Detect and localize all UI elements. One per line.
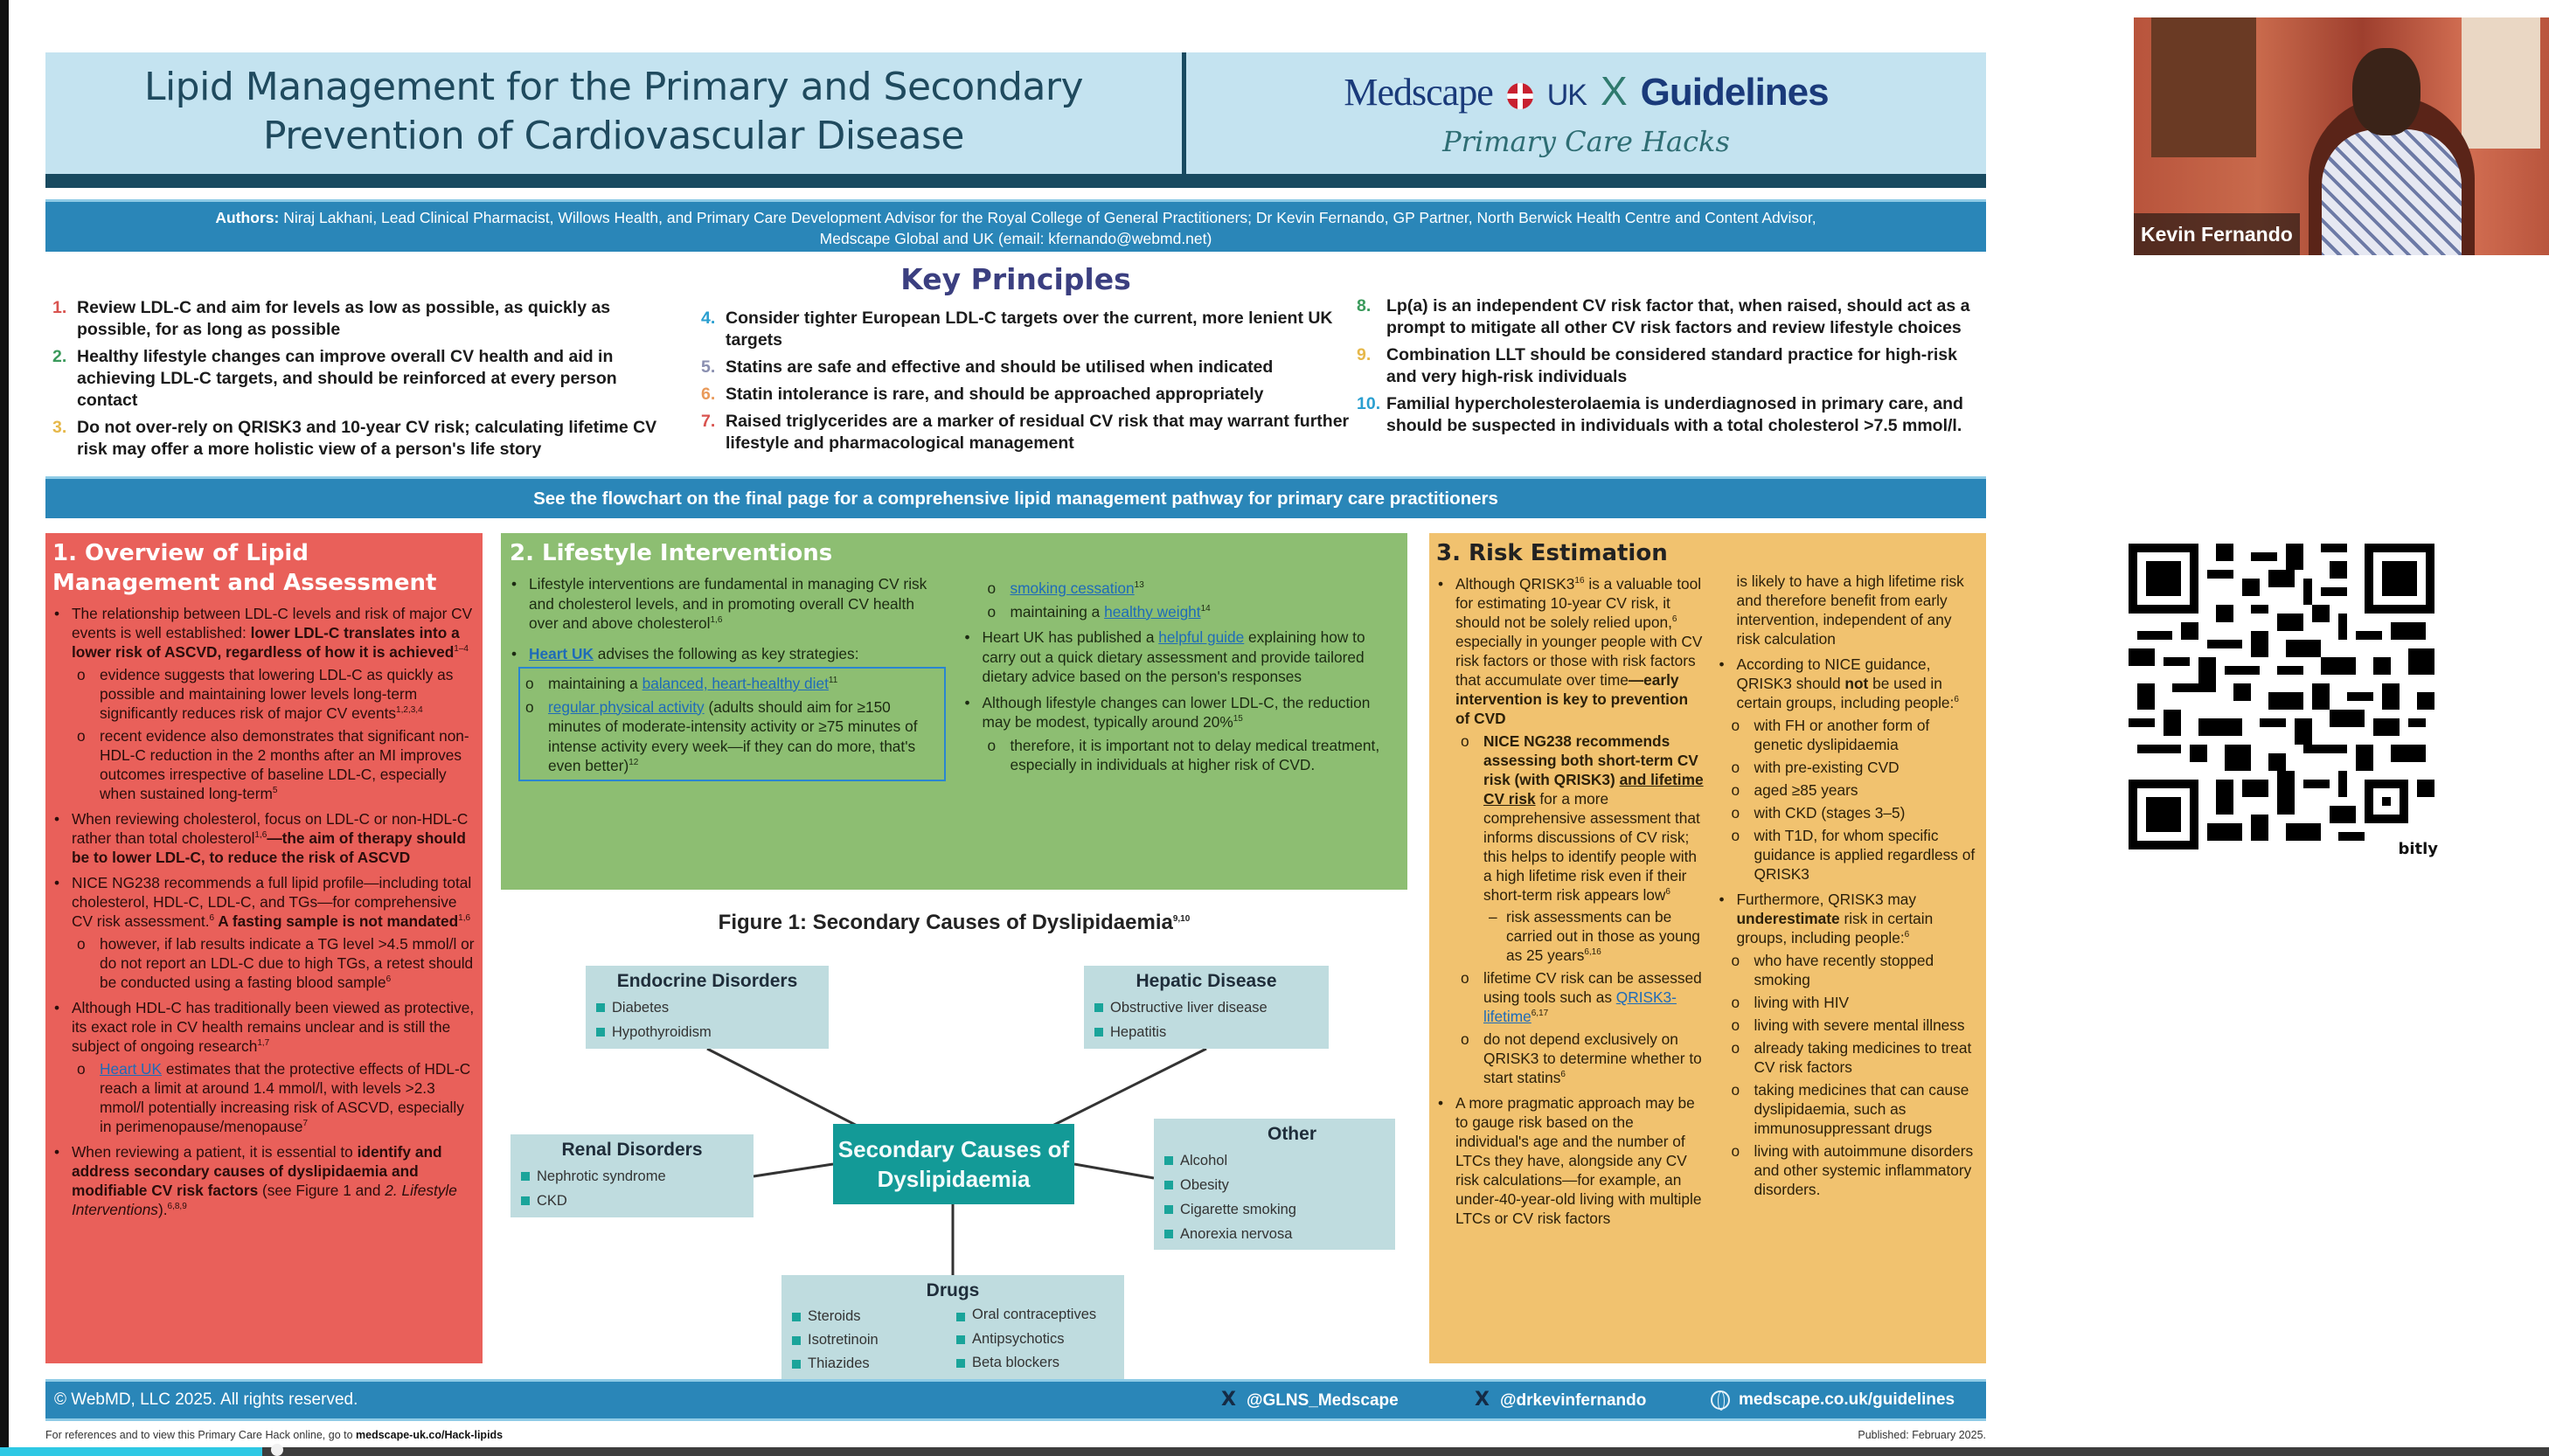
principle-item: 1. Review LDL-C and aim for levels as low as possible, as quickly as possible, for as long as possible (52, 298, 611, 339)
bullet: • NICE NG238 recommends a full lipid profile—including total cholesterol, HDL-C, LDL-C, and TGs—for comprehensive CV risk assessment.$^6$ A fasting sample is not mandated$^{1,6}$ (52, 873, 476, 931)
bullet: • Although lifestyle changes can lower LDL-C, the reduction may be modest, typically around 20%$^{15}$ (963, 693, 1400, 732)
sub-bullet: o with CKD (stages 3–5) (1726, 803, 1980, 822)
section-lifestyle-title: 2. Lifestyle Interventions (510, 540, 833, 566)
principle-item: 9. Combination LLT should be considered standard practice for high-risk and very high-risk individuals (1357, 345, 1957, 386)
sub-bullet: o aged ≥85 years (1726, 780, 1980, 800)
references-note: For references and to view this Primary Care Hack online, go to medscape-uk.co/Hack-lipids (45, 1429, 504, 1441)
principle-item: 7. Raised triglycerides are a marker of residual CV risk that may warrant further lifestyle and pharmacological management (701, 412, 1350, 453)
section-risk-estimation (1429, 533, 1986, 1363)
video-window (2462, 17, 2540, 149)
bullet: • According to NICE guidance, QRISK3 should not be used in certain groups, including people:$^6$ (1718, 655, 1980, 712)
sub-bullet: o regular physical activity (adults should aim for ≥150 minutes of moderate-intensity activity or ≥75 minutes of intense activity every week—if they can do more, that's even better)$^{12}$ (520, 697, 941, 776)
sub-bullet: o living with severe mental illness (1726, 1016, 1980, 1035)
left-window-edge (0, 0, 9, 1447)
poster-footer (45, 1379, 1986, 1421)
node-center-secondary-causes: Secondary Causes of Dyslipidaemia (833, 1124, 1074, 1204)
social-drkevinfernando[interactable]: X @drkevinfernando (1475, 1389, 1647, 1411)
sub-bullet: o therefore, it is important not to delay medical treatment, especially in individuals at higher risk of CVD. (983, 736, 1400, 775)
brand-subtitle: Primary Care Hacks (1442, 125, 1730, 158)
node-renal-disorders: Renal Disorders Nephrotic syndrome CKD (510, 1134, 754, 1217)
sub-bullet: o taking medicines that can cause dyslipidaemia, such as immunosuppressant drugs (1726, 1080, 1980, 1138)
key-principles-col-1 (52, 297, 682, 466)
flowchart-banner: See the flowchart on the final page for a comprehensive lipid management pathway for primary care practitioners (45, 476, 1986, 518)
references-link[interactable]: medscape-uk.co/Hack-lipids (356, 1429, 504, 1441)
sub-bullet: o however, if lab results indicate a TG level >4.5 mmol/l or do not report an LDL-C due to high TGs, a retest should be conducted using a fasting blood sample$^6$ (72, 934, 476, 992)
bullet: • Heart UK advises the following as key strategies: (510, 644, 946, 664)
sub-bullet: o with FH or another form of genetic dyslipidaemia (1726, 716, 1980, 754)
heart-uk-link[interactable]: Heart UK (100, 1060, 163, 1078)
figure-secondary-causes (501, 898, 1407, 1407)
guidelines-wordmark: Guidelines (1640, 71, 1829, 114)
principle-item: 2. Healthy lifestyle changes can improve overall CV health and aid in achieving LDL-C targets, and should be reinforced at every person contact (52, 347, 617, 410)
sub-bullet: o living with autoimmune disorders and other systemic inflammatory disorders. (1726, 1141, 1980, 1199)
key-principles-col-3 (1357, 295, 1986, 442)
heart-uk-link[interactable]: Heart UK (529, 644, 594, 662)
brand-logo: Medscape UK X Guidelines Primary Care Hacks (1186, 65, 1986, 162)
bullet: • When reviewing a patient, it is essential to identify and address secondary causes of dyslipidaemia and modifiable CV risk factors (see Figure 1 and 2. Lifestyle Interventions).$^{6,8,9}$ (52, 1142, 476, 1219)
sub-bullet: o recent evidence also demonstrates that significant non-HDL-C reduction in the 2 months after an MI improves outcomes irrespective of baseline LDL-C, especially when sustained long-term$^5$ (72, 726, 476, 803)
video-bookshelf (2151, 17, 2256, 157)
sub-bullet: o evidence suggests that lowering LDL-C as quickly as possible and maintaining lower levels long-term significantly reduces risk of major CV events$^{1,2,3,4}$ (72, 665, 476, 723)
bullet: • Lifestyle interventions are fundamental in managing CV risk and cholesterol levels, and in promoting overall CV health over and above cholesterol$^{1,6}$ (510, 574, 946, 634)
website-link[interactable]: medscape.co.uk/guidelines (1711, 1382, 1955, 1418)
header-bottom-bar (45, 174, 1986, 188)
playback-progress-bar[interactable] (0, 1447, 2549, 1456)
participant-video-tile[interactable] (2134, 17, 2549, 255)
sub-bullet: o do not depend exclusively on QRISK3 to determine whether to start statins$^6$ (1455, 1030, 1705, 1087)
sub-bullet: o lifetime CV risk can be assessed using tools such as QRISK3-lifetime$^{6,17}$ (1455, 968, 1705, 1026)
medscape-wordmark: Medscape (1344, 71, 1493, 114)
sub-bullet: o living with HIV (1726, 993, 1980, 1012)
physical-activity-link[interactable]: regular physical activity (548, 697, 705, 716)
sub-sub-bullet: – risk assessments can be carried out in those as young as 25 years$^{6,16}$ (1487, 907, 1705, 965)
video-person-body (2322, 129, 2462, 255)
sub-bullet: o NICE NG238 recommends assessing both short-term CV risk (with QRISK3) and lifetime CV risk for a more comprehensive assessment that informs discussions of CV risk; this helps to identify people with a high lifetime risk even if their short-term risk appears low$^6$ (1455, 731, 1705, 905)
x-logo-icon: X (1221, 1389, 1236, 1411)
principle-item: 6. Statin intolerance is rare, and should be approached appropriately (701, 385, 1264, 404)
node-endocrine-disorders: Endocrine Disorders Diabetes Hypothyroidism (586, 966, 829, 1049)
node-other: Other Alcohol Obesity Cigarette smoking Anorexia nervosa (1154, 1119, 1395, 1250)
section-overview-title: 1. Overview of Lipid Management and Assessment (52, 540, 437, 596)
x-logo-icon: X (1475, 1389, 1490, 1411)
bullet: • Furthermore, QRISK3 may underestimate risk in certain groups, including people:$^6$ (1718, 890, 1980, 947)
key-principles-title: Key Principles (900, 262, 1131, 296)
sub-bullet: o maintaining a healthy weight$^{14}$ (983, 602, 1400, 622)
globe-icon (1711, 1390, 1730, 1410)
key-principles-col-2 (701, 308, 1365, 460)
section-overview (45, 533, 483, 1363)
bullet: • When reviewing cholesterol, focus on LDL-C or non-HDL-C rather than total cholesterol$^{1,6}$—the aim of therapy should be to lower LDL-C, to reduce the risk of ASCVD (52, 809, 476, 867)
node-drugs: Drugs Steroids Isotretinoin Thiazides Oral contraceptives Antipsychotics Beta blockers (781, 1275, 1124, 1404)
qr-code-icon (2120, 535, 2443, 858)
helpful-guide-link[interactable]: helpful guide (1158, 628, 1245, 646)
video-person-head (2352, 48, 2421, 135)
authors-banner: Authors: Niraj Lakhani, Lead Clinical Pharmacist, Willows Health, and Primary Care Development Advisor for the Royal College of General Practitioners; Dr Kevin Fernando, GP Partner, North Berwick Health Centre and Content Advisor, Medscape Global and UK (email: kfernando@webmd.net) (45, 199, 1986, 252)
key-strategies-box (518, 667, 946, 781)
uk-flag-icon (1507, 83, 1533, 109)
section-risk-title: 3. Risk Estimation (1436, 540, 1668, 566)
sub-bullet: o who have recently stopped smoking (1726, 951, 1980, 989)
bullet-continued: is likely to have a high lifetime risk and therefore benefit from early intervention, independent of any risk calculation (1736, 572, 1964, 648)
sub-bullet: o maintaining a balanced, heart-healthy diet$^{11}$ (520, 674, 941, 694)
principle-item: 4. Consider tighter European LDL-C targets over the current, more lenient UK targets (701, 309, 1333, 350)
progress-scrubber-handle[interactable] (271, 1444, 283, 1456)
poster-header (45, 52, 1986, 188)
bitly-logo: bitly (2398, 840, 2438, 858)
healthy-diet-link[interactable]: balanced, heart-healthy diet (642, 675, 829, 692)
sub-bullet: o with pre-existing CVD (1726, 758, 1980, 777)
published-date: Published: February 2025. (1858, 1429, 1986, 1441)
sub-bullet: o with T1D, for whom specific guidance is applied regardless of QRISK3 (1726, 826, 1980, 884)
sub-bullet: o Heart UK estimates that the protective effects of HDL-C reach a limit at around 1.4 mmol/l, with levels >2.3 mmol/l potentially increasing risk of ASCVD, especially in perimenopause/menopause$^7$ (72, 1059, 476, 1136)
node-hepatic-disease: Hepatic Disease Obstructive liver disease Hepatitis (1084, 966, 1329, 1049)
shared-poster-document (45, 52, 1986, 1446)
principle-item: 10. Familial hypercholesterolaemia is underdiagnosed in primary care, and should be suspected in individuals with a total cholesterol >7.5 mmol/l. (1357, 394, 1963, 435)
sub-bullet: o smoking cessation$^{13}$ (983, 579, 1400, 599)
smoking-cessation-link[interactable]: smoking cessation (1010, 579, 1135, 597)
bullet: • Although $QRISK3^{16}$ is a valuable tool for estimating 10-year CV risk, it should not be solely relied upon,$^6$ especially in younger people with CV risk factors or those with risk factors that accumulate over time—early intervention is key to prevention of CVD (1436, 574, 1705, 728)
qr-code (2120, 535, 2443, 858)
copyright: © WebMD, LLC 2025. All rights reserved. (54, 1390, 358, 1409)
social-glns-medscape[interactable]: X @GLNS_Medscape (1221, 1389, 1399, 1411)
bullet: • The relationship between LDL-C levels and risk of major CV events is well established: lower LDL-C translates into a lower risk of ASCVD, regardless of how it is achieved$^{1-4}$ (52, 604, 476, 662)
principle-item: 8. Lp(a) is an independent CV risk factor that, when raised, should act as a prompt to mitigate all other CV risk factors and review lifestyle choices (1357, 296, 1970, 337)
poster-title: Lipid Management for the Primary and Secondary Prevention of Cardiovascular Disease (143, 65, 1084, 158)
progress-fill (0, 1447, 262, 1456)
bullet: • Although HDL-C has traditionally been viewed as protective, its exact role in CV health remains unclear and is still the subject of ongoing research$^{1,7}$ (52, 998, 476, 1056)
principle-item: 3. Do not over-rely on QRISK3 and 10-year CV risk; calculating lifetime CV risk may offer a more holistic view of a person's life story (52, 418, 657, 459)
qrisk3-lifetime-link[interactable]: QRISK3-lifetime (1483, 988, 1677, 1025)
section-lifestyle (501, 533, 1407, 890)
healthy-weight-link[interactable]: healthy weight (1104, 602, 1201, 621)
principle-item: 5. Statins are safe and effective and should be utilised when indicated (701, 357, 1274, 377)
bullet: • Heart UK has published a helpful guide explaining how to carry out a quick dietary assessment and provide tailored dietary advice based on the person's responses (963, 627, 1400, 687)
participant-name-label: Kevin Fernando (2134, 213, 2300, 255)
figure-title: Figure 1: Secondary Causes of Dyslipidaemia$^{9,10}$ (718, 911, 1191, 934)
sub-bullet: o already taking medicines to treat CV risk factors (1726, 1038, 1980, 1077)
bullet: • A more pragmatic approach may be to gauge risk based on the individual's age and the number of LTCs they have, alongside any CV risk calculations—for example, an under-40-year-old living with multiple LTCs or CV risk factors (1436, 1093, 1705, 1228)
